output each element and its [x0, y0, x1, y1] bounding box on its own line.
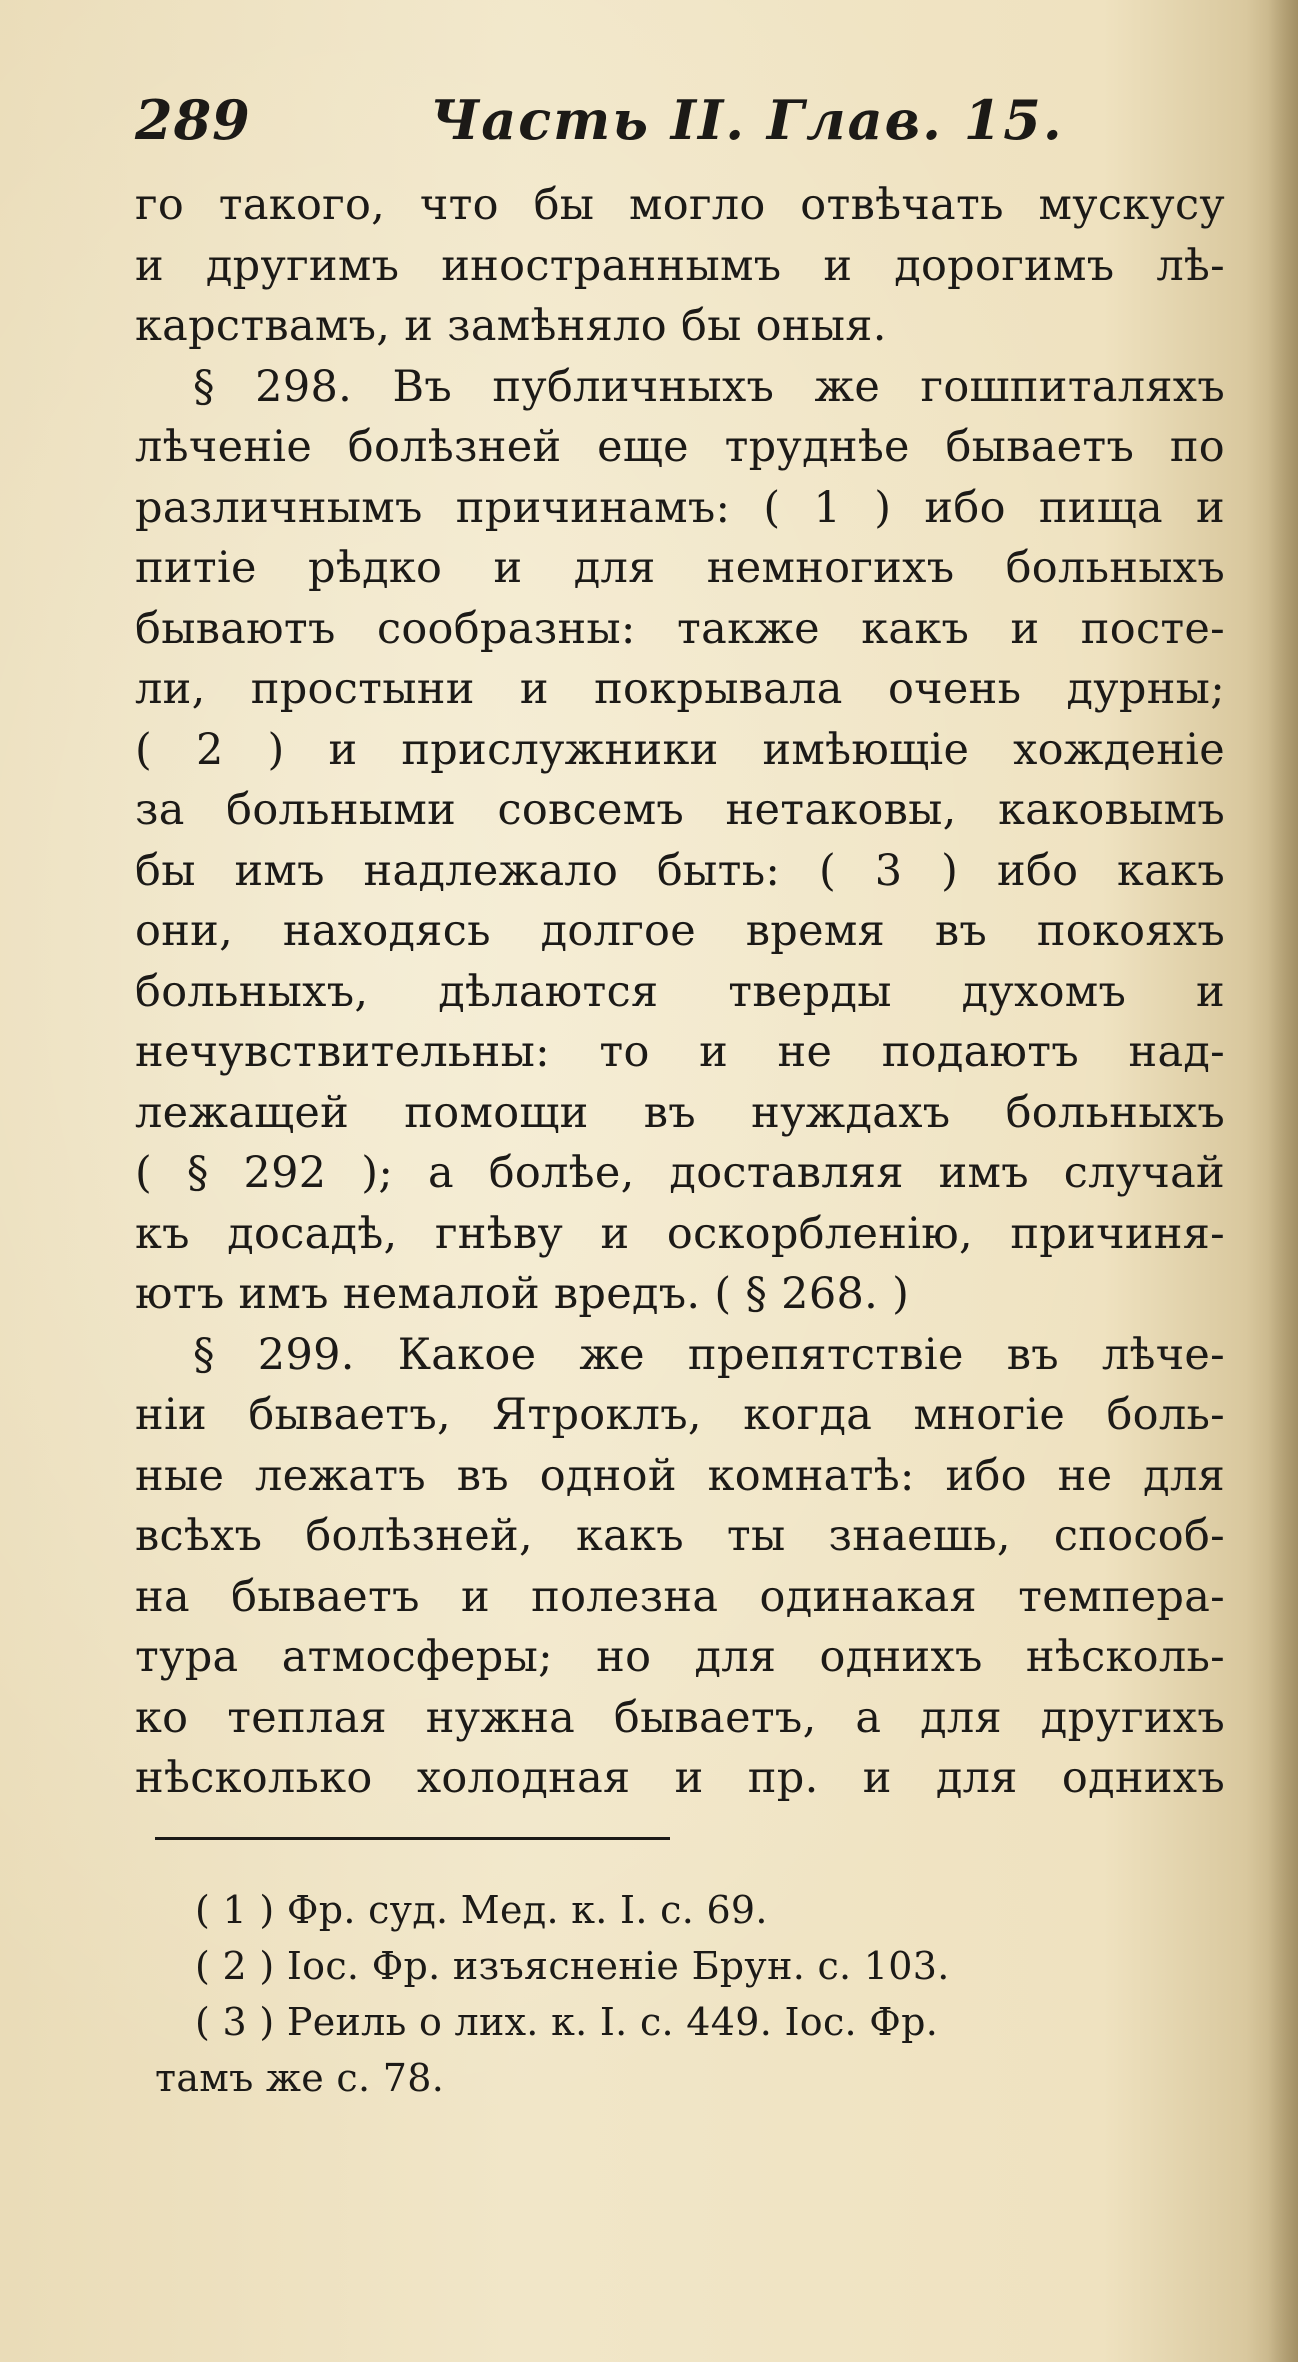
- footnote-1: ( 1 ) Фр. суд. Мед. к. I. с. 69.: [195, 1888, 768, 1932]
- text-line: на бываетъ и полезна одинакая темпера-: [135, 1571, 1225, 1622]
- text-line: ( § 292 ); а болѣе, доставляя имъ случай: [135, 1148, 1225, 1198]
- text-line: нѣсколько холодная и пр. и для однихъ: [135, 1753, 1225, 1803]
- text-line: питіе рѣдко и для немногихъ больныхъ: [135, 543, 1225, 593]
- footnotes: [155, 1882, 1225, 2106]
- footnote-rule: [155, 1837, 670, 1840]
- section-299-start: § 299. Какое же препятствіе въ лѣче-: [193, 1329, 1225, 1380]
- text-line: нечувствительны: то и не подаютъ над-: [135, 1027, 1225, 1077]
- text-line: го такого, что бы могло отвѣчать мускусу: [135, 180, 1225, 230]
- text-line: различнымъ причинамъ: ( 1 ) ибо пища и: [135, 482, 1225, 533]
- text-line: ные лежатъ въ одной комнатѣ: ибо не для: [135, 1450, 1225, 1501]
- text-line: тура атмосферы; но для однихъ нѣсколь-: [135, 1632, 1225, 1682]
- page-header: [135, 80, 1064, 160]
- footnote-2: ( 2 ) Іос. Фр. изъясненіе Брун. с. 103.: [195, 1944, 950, 1988]
- text-line: ли, простыни и покрывала очень дурны;: [135, 664, 1225, 714]
- text-line: и другимъ иностраннымъ и дорогимъ лѣ-: [135, 240, 1225, 291]
- section-298-start: § 298. Въ публичныхъ же гошпиталяхъ: [193, 361, 1225, 412]
- page-number: 289: [135, 88, 251, 152]
- body-text: [135, 175, 1225, 1809]
- text-line: ко теплая нужна бываетъ, а для другихъ: [135, 1692, 1225, 1743]
- text-line: лежащей помощи въ нуждахъ больныхъ: [135, 1087, 1225, 1138]
- text-line: ніи бываетъ, Ятроклъ, когда многіе боль-: [135, 1390, 1225, 1440]
- page-edge-shadow: [1268, 0, 1298, 2362]
- running-head: Часть II. Глав. 15.: [430, 88, 1064, 152]
- text-line: лѣченіе болѣзней еще труднѣе бываетъ по: [135, 422, 1225, 472]
- footnote-3: ( 3 ) Реиль о лих. к. I. с. 449. Іос. Фр.: [195, 2000, 939, 2044]
- text-line: бы имъ надлежало быть: ( 3 ) ибо какъ: [135, 845, 1225, 896]
- text-line: ютъ имъ немалой вредъ. ( § 268. ): [135, 1269, 910, 1319]
- text-line: карствамъ, и замѣняло бы оныя.: [135, 301, 887, 351]
- text-line: больныхъ, дѣлаются тверды духомъ и: [135, 966, 1225, 1017]
- text-line: бываютъ сообразны: также какъ и посте-: [135, 603, 1225, 654]
- footnote-3-continued: тамъ же с. 78.: [155, 2056, 445, 2100]
- text-line: они, находясь долгое время въ покояхъ: [135, 906, 1225, 956]
- text-line: ( 2 ) и прислужники имѣющіе хожденіе: [135, 724, 1225, 775]
- text-line: за больными совсемъ нетаковы, каковымъ: [135, 785, 1225, 835]
- text-line: всѣхъ болѣзней, какъ ты знаешь, способ-: [135, 1511, 1225, 1561]
- text-line: къ досадѣ, гнѣву и оскорбленію, причиня-: [135, 1208, 1225, 1259]
